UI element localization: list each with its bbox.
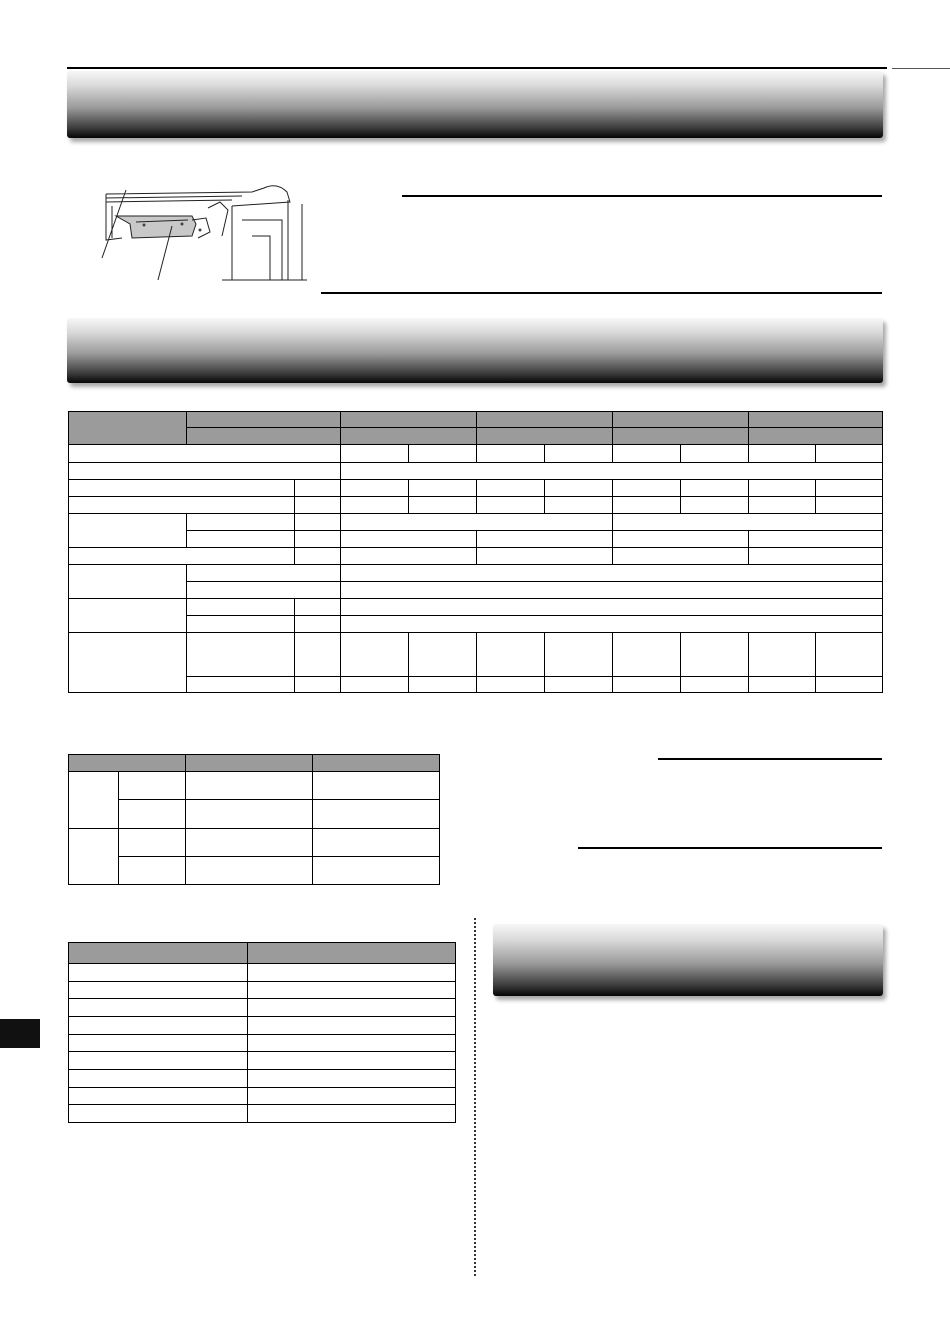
table-cell — [477, 412, 613, 428]
table-cell — [409, 497, 477, 514]
table-cell — [313, 755, 440, 772]
table-cell — [816, 445, 883, 463]
table-row — [69, 599, 883, 616]
table-row — [69, 999, 456, 1017]
table-cell — [69, 480, 295, 497]
table-cell — [69, 999, 248, 1017]
table-cell — [248, 1016, 456, 1034]
table-cell — [613, 497, 681, 514]
table-row — [69, 1105, 456, 1123]
table-cell — [295, 480, 341, 497]
table-cell — [186, 800, 313, 828]
table-cell — [248, 963, 456, 981]
table-cell — [69, 1105, 248, 1123]
table-cell — [69, 828, 119, 884]
table-cell — [341, 480, 409, 497]
table-cell — [69, 755, 186, 772]
table-cell — [187, 616, 295, 633]
table-cell — [341, 599, 883, 616]
table-cell — [186, 755, 313, 772]
table-cell — [613, 677, 681, 693]
table-cell — [313, 856, 440, 884]
table-row — [69, 755, 440, 772]
table-cell — [749, 531, 883, 548]
table-cell — [295, 514, 341, 531]
table-cell — [613, 412, 749, 428]
table-cell — [749, 633, 816, 677]
table-cell — [681, 497, 749, 514]
table-cell — [295, 531, 341, 548]
table-cell — [477, 548, 613, 565]
table-cell — [341, 428, 477, 445]
table-cell — [295, 677, 341, 693]
table-cell — [749, 428, 883, 445]
specifications-table — [68, 411, 883, 693]
table-row — [69, 828, 440, 856]
table-cell — [186, 772, 313, 800]
table-cell — [613, 531, 749, 548]
table-cell — [248, 1069, 456, 1087]
table-cell — [187, 633, 295, 677]
table-cell — [613, 480, 681, 497]
operating-range-table — [68, 754, 440, 885]
table-cell — [613, 428, 749, 445]
table-cell — [409, 677, 477, 693]
table-cell — [681, 677, 749, 693]
table-cell — [341, 497, 409, 514]
table-cell — [477, 677, 545, 693]
table-row — [69, 616, 883, 633]
table-cell — [545, 677, 613, 693]
table-cell — [69, 514, 187, 548]
table-row — [69, 772, 440, 800]
table-cell — [613, 445, 681, 463]
table-cell — [119, 772, 186, 800]
table-cell — [816, 497, 883, 514]
table-row — [69, 445, 883, 463]
table-cell — [477, 633, 545, 677]
table-cell — [248, 1105, 456, 1123]
table-cell — [295, 599, 341, 616]
table-cell — [409, 445, 477, 463]
table-cell — [313, 800, 440, 828]
table-cell — [69, 1034, 248, 1052]
table-row — [69, 497, 883, 514]
table-cell — [477, 445, 545, 463]
table-cell — [119, 800, 186, 828]
table-cell — [295, 548, 341, 565]
note-top-rule — [402, 195, 882, 197]
table-cell — [187, 514, 295, 531]
table-row — [69, 1069, 456, 1087]
table-cell — [341, 463, 883, 480]
table-cell — [681, 633, 749, 677]
table-row — [69, 463, 883, 480]
table-cell — [341, 616, 883, 633]
table-cell — [545, 633, 613, 677]
table-cell — [69, 633, 187, 693]
table-cell — [681, 480, 749, 497]
table-cell — [749, 445, 816, 463]
table-cell — [341, 677, 409, 693]
table-row — [69, 412, 883, 428]
table-cell — [248, 1034, 456, 1052]
table-cell — [341, 514, 613, 531]
note-bottom-rule — [321, 292, 882, 294]
table-cell — [613, 633, 681, 677]
table-row — [69, 1087, 456, 1105]
table-cell — [69, 981, 248, 999]
table-cell — [187, 582, 341, 599]
table-row — [69, 1034, 456, 1052]
air-conditioner-unit-icon — [92, 180, 318, 288]
table-cell — [816, 633, 883, 677]
table-cell — [313, 828, 440, 856]
table-row — [69, 677, 883, 693]
table-row — [69, 548, 883, 565]
table-row — [69, 514, 883, 531]
section-banner-2 — [67, 318, 883, 383]
table-cell — [69, 565, 187, 599]
chapter-tab-marker — [0, 1019, 40, 1048]
table-cell — [545, 480, 613, 497]
table-row — [69, 633, 883, 677]
table-cell — [341, 412, 477, 428]
table-cell — [186, 856, 313, 884]
table-cell — [69, 445, 341, 463]
table-row — [69, 856, 440, 884]
table-cell — [341, 633, 409, 677]
table-cell — [409, 633, 477, 677]
table-cell — [341, 548, 477, 565]
table-cell — [187, 531, 295, 548]
page-top-rule-extension — [892, 68, 950, 69]
table-row — [69, 531, 883, 548]
column-divider — [474, 918, 476, 1276]
table-cell — [187, 428, 341, 445]
right-note-rule-2 — [578, 847, 882, 849]
table-cell — [187, 565, 341, 582]
table-cell — [749, 412, 883, 428]
table-cell — [313, 772, 440, 800]
table-cell — [69, 412, 187, 445]
table-row — [69, 565, 883, 582]
table-cell — [187, 412, 341, 428]
table-cell — [341, 565, 883, 582]
table-cell — [613, 548, 749, 565]
section-banner-1 — [67, 71, 883, 138]
table-cell — [613, 514, 883, 531]
table-cell — [295, 497, 341, 514]
table-cell — [295, 633, 341, 677]
table-cell — [248, 1087, 456, 1105]
table-cell — [816, 677, 883, 693]
table-cell — [69, 943, 248, 964]
table-row — [69, 963, 456, 981]
table-cell — [69, 497, 295, 514]
table-cell — [341, 445, 409, 463]
table-cell — [749, 497, 816, 514]
table-cell — [749, 677, 816, 693]
table-row — [69, 1016, 456, 1034]
table-cell — [681, 445, 749, 463]
specification-list-table — [68, 942, 456, 1123]
table-row — [69, 480, 883, 497]
table-cell — [69, 1052, 248, 1070]
table-cell — [295, 616, 341, 633]
table-cell — [749, 480, 816, 497]
table-cell — [545, 445, 613, 463]
table-cell — [248, 1052, 456, 1070]
table-cell — [248, 981, 456, 999]
table-cell — [248, 999, 456, 1017]
right-note-rule-1 — [658, 758, 882, 760]
table-cell — [341, 531, 477, 548]
table-cell — [69, 963, 248, 981]
table-cell — [409, 480, 477, 497]
table-cell — [477, 497, 545, 514]
table-cell — [119, 856, 186, 884]
table-cell — [69, 548, 295, 565]
table-cell — [69, 463, 341, 480]
table-row — [69, 1052, 456, 1070]
table-row — [69, 943, 456, 964]
section-banner-3 — [493, 924, 883, 996]
table-cell — [69, 1087, 248, 1105]
table-cell — [816, 480, 883, 497]
table-cell — [749, 548, 883, 565]
table-cell — [69, 1069, 248, 1087]
table-row — [69, 800, 440, 828]
table-row — [69, 428, 883, 445]
table-cell — [69, 1016, 248, 1034]
table-cell — [341, 582, 883, 599]
table-cell — [477, 480, 545, 497]
table-cell — [477, 428, 613, 445]
table-cell — [187, 599, 295, 616]
page-top-rule — [67, 67, 887, 69]
unit-illustration — [92, 180, 318, 288]
table-row — [69, 582, 883, 599]
table-cell — [69, 772, 119, 828]
table-cell — [545, 497, 613, 514]
table-cell — [69, 599, 187, 633]
table-cell — [187, 677, 295, 693]
table-cell — [186, 828, 313, 856]
table-cell — [119, 828, 186, 856]
table-cell — [248, 943, 456, 964]
table-row — [69, 981, 456, 999]
table-cell — [477, 531, 613, 548]
